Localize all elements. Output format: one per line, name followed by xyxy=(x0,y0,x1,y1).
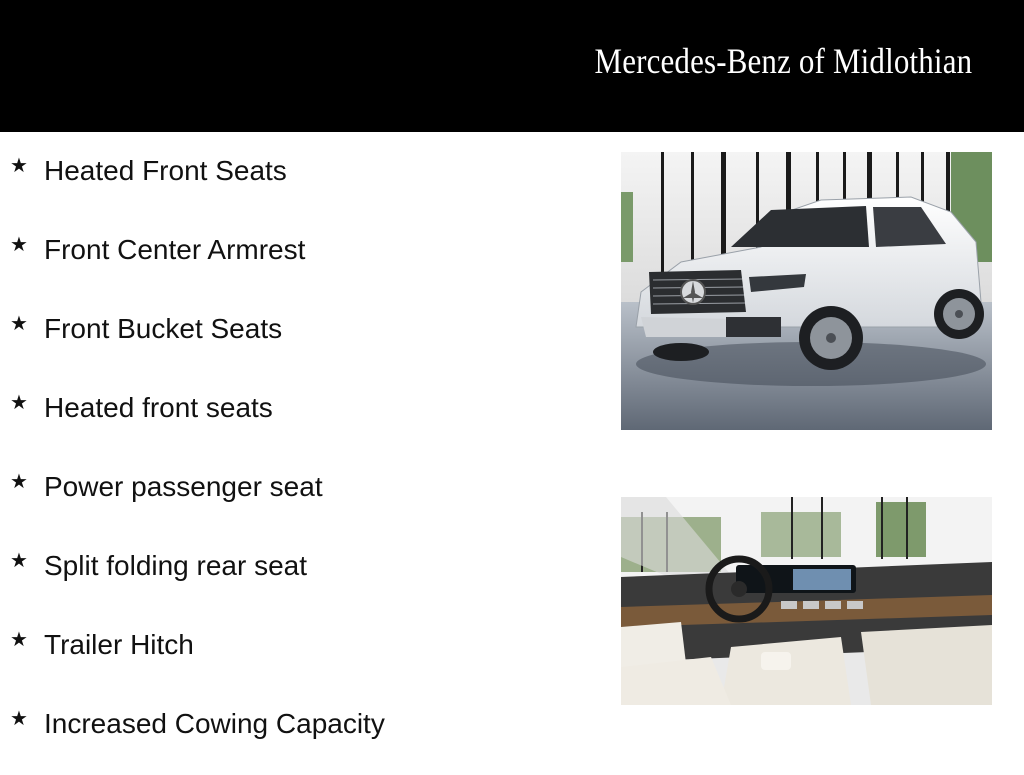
feature-item xyxy=(10,617,600,696)
star-icon: ★ xyxy=(10,469,28,493)
feature-label: Heated Front Seats xyxy=(44,155,287,186)
feature-label: Power passenger seat xyxy=(44,471,323,502)
feature-item xyxy=(10,459,600,538)
star-icon: ★ xyxy=(10,627,28,651)
vehicle-interior-image xyxy=(621,497,992,705)
feature-item xyxy=(10,538,600,617)
feature-list xyxy=(10,143,600,775)
star-icon: ★ xyxy=(10,548,28,572)
star-icon: ★ xyxy=(10,390,28,414)
feature-label: Split folding rear seat xyxy=(44,550,308,581)
star-icon: ★ xyxy=(10,311,28,335)
feature-item xyxy=(10,222,600,301)
feature-item xyxy=(10,380,600,459)
star-icon: ★ xyxy=(10,153,28,177)
feature-label: Front Bucket Seats xyxy=(44,313,283,344)
star-icon: ★ xyxy=(10,706,28,730)
vehicle-exterior-image xyxy=(621,152,992,430)
feature-label: Trailer Hitch xyxy=(44,629,194,660)
feature-label: Increased Cowing Capacity xyxy=(44,708,385,739)
feature-label: Heated front seats xyxy=(44,392,273,423)
dealer-name: Mercedes-Benz of Midlothian xyxy=(594,41,972,81)
star-icon: ★ xyxy=(10,232,28,256)
header-banner xyxy=(0,0,1024,132)
feature-item xyxy=(10,696,600,775)
feature-item xyxy=(10,301,600,380)
feature-label: Front Center Armrest xyxy=(44,234,306,265)
feature-item xyxy=(10,143,600,222)
